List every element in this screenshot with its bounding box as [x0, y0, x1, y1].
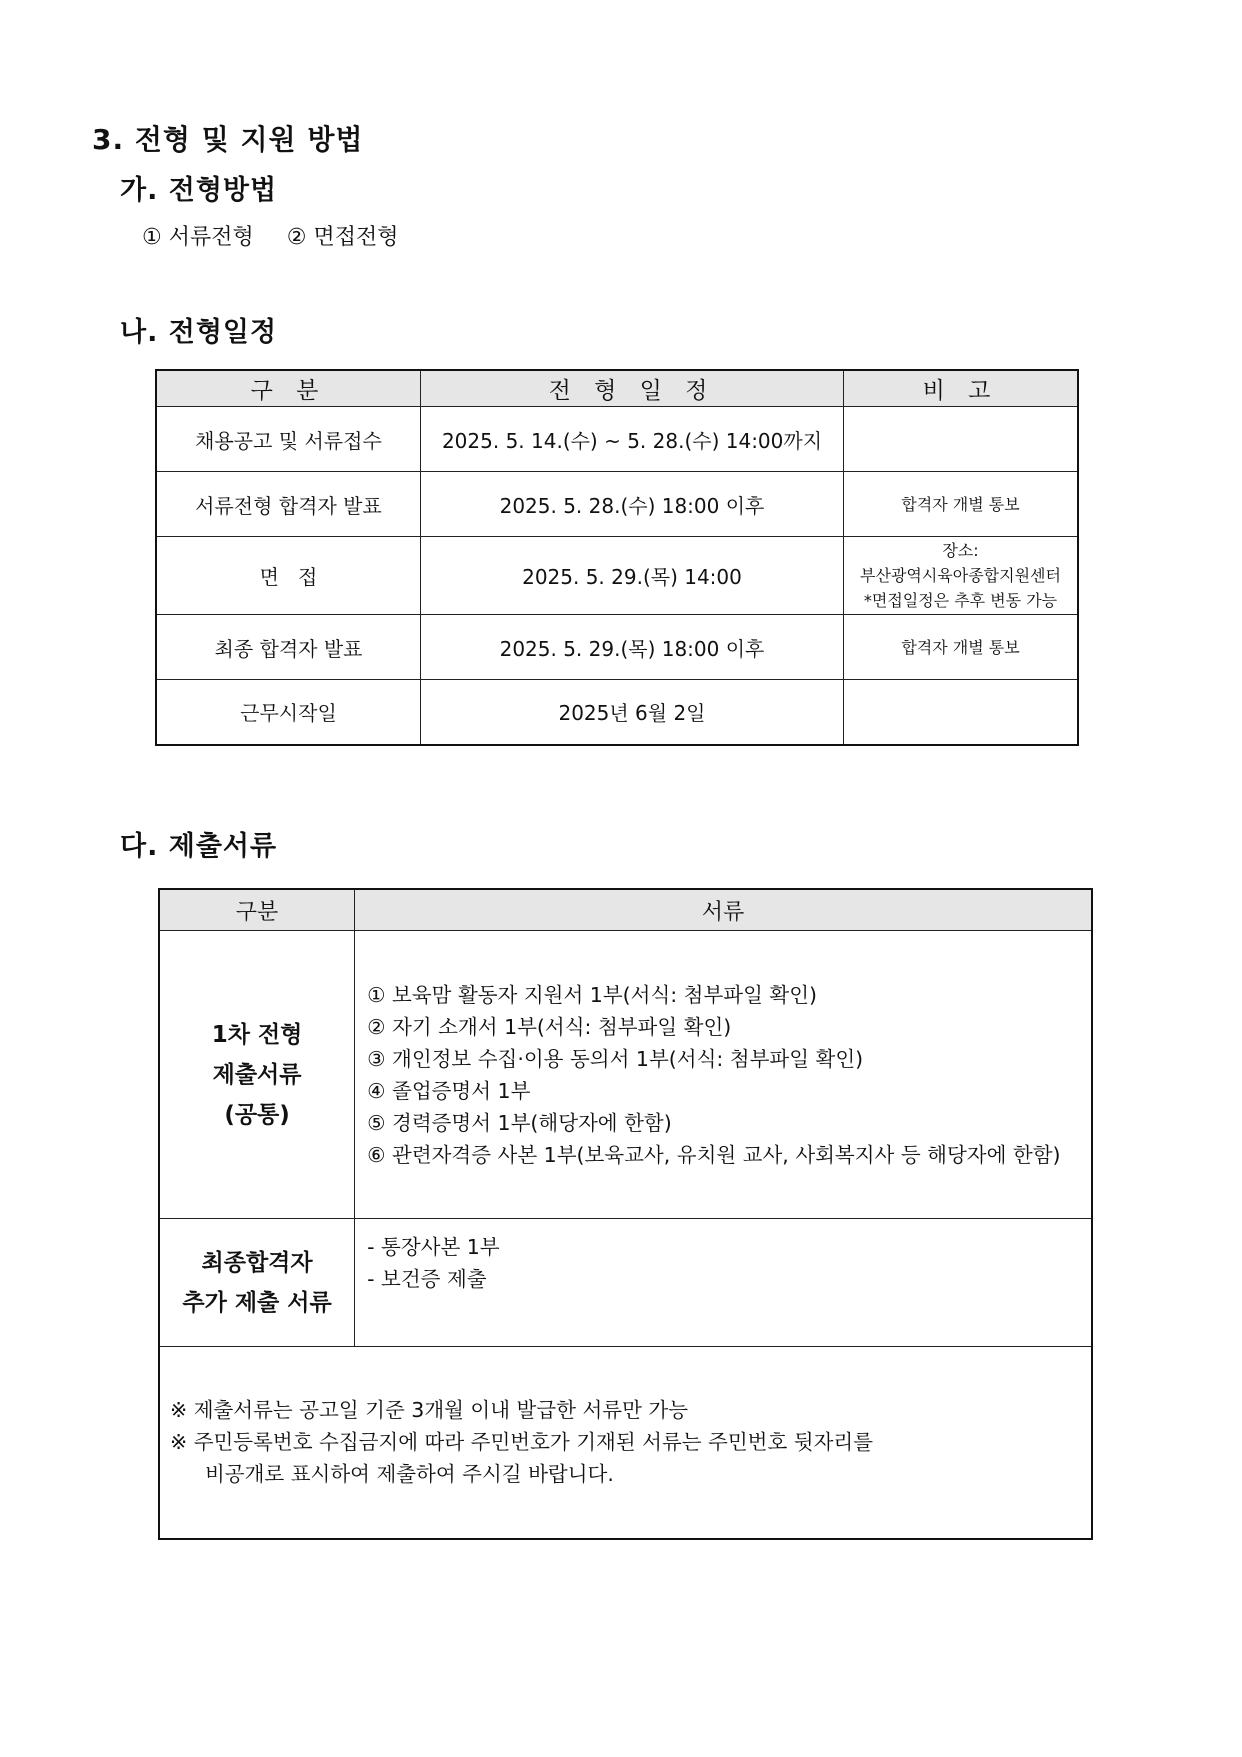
note-cell: 합격자 개별 통보: [844, 472, 1078, 537]
list-item: - 통장사본 1부: [367, 1235, 500, 1259]
list-item: ① 보육맘 활동자 지원서 1부(서식: 첨부파일 확인): [367, 982, 817, 1007]
date-cell: 2025. 5. 29.(목) 14:00: [420, 537, 843, 615]
documents-table: [158, 888, 1093, 1540]
header-cell: 전 형 일 정: [420, 370, 843, 407]
schedule-table: [155, 369, 1079, 746]
note-line: *면접일정은 추후 변동 가능: [863, 591, 1058, 610]
category-cell: [159, 931, 355, 1219]
document-list: [355, 1219, 1092, 1347]
subsection-a-title: 가. 전형방법: [120, 175, 278, 206]
category-cell: 서류전형 합격자 발표: [156, 472, 420, 537]
header-cell: 구 분: [156, 370, 420, 407]
table-row: [159, 1347, 1092, 1539]
note-line: 장소:: [942, 541, 979, 560]
method-item: ① 서류전형: [142, 225, 254, 250]
note-cell: 합격자 개별 통보: [844, 615, 1078, 680]
list-item: ④ 졸업증명서 1부: [367, 1078, 531, 1103]
category-cell: 면 접: [156, 537, 420, 615]
subsection-c-title: 다. 제출서류: [120, 831, 278, 862]
header-cell: 서류: [355, 889, 1092, 931]
table-header-row: [156, 370, 1078, 407]
notes-cell: [159, 1347, 1092, 1539]
category-cell: 근무시작일: [156, 680, 420, 745]
header-cell: 구분: [159, 889, 355, 931]
list-item: ⑥ 관련자격증 사본 1부(보육교사, 유치원 교사, 사회복지사 등 해당자에 한함): [367, 1142, 1061, 1167]
category-cell: [159, 1219, 355, 1347]
list-item: ⑤ 경력증명서 1부(해당자에 한함): [367, 1110, 672, 1135]
note-line: 부산광역시육아종합지원센터: [860, 566, 1061, 585]
header-cell: 비 고: [844, 370, 1078, 407]
table-row: [156, 615, 1078, 680]
category-line: 추가 제출 서류: [182, 1289, 332, 1316]
date-cell: 2025. 5. 29.(목) 18:00 이후: [420, 615, 843, 680]
table-row: [159, 1219, 1092, 1347]
date-cell: 2025. 5. 28.(수) 18:00 이후: [420, 472, 843, 537]
method-list: [142, 220, 424, 251]
date-cell: 2025. 5. 14.(수) ~ 5. 28.(수) 14:00까지: [420, 407, 843, 472]
method-item: ② 면접전형: [286, 225, 399, 250]
category-line: 제출서류: [212, 1061, 302, 1088]
table-header-row: [159, 889, 1092, 931]
list-item: ③ 개인정보 수집·이용 동의서 1부(서식: 첨부파일 확인): [367, 1046, 864, 1071]
category-line: (공통): [224, 1101, 290, 1128]
note-line: 비공개로 표시하여 제출하여 주시길 바랍니다.: [205, 1462, 614, 1487]
subsection-b-title: 나. 전형일정: [120, 317, 278, 348]
list-item: ② 자기 소개서 1부(서식: 첨부파일 확인): [367, 1014, 732, 1039]
table-row: [159, 931, 1092, 1219]
document-list: [355, 931, 1092, 1219]
note-cell: [844, 407, 1078, 472]
section-title: 3. 전형 및 지원 방법: [92, 123, 364, 156]
date-cell: 2025년 6월 2일: [420, 680, 843, 745]
category-line: 최종합격자: [201, 1249, 313, 1276]
table-row: [156, 680, 1078, 745]
note-line: ※ 주민등록번호 수집금지에 따라 주민번호가 기재된 서류는 주민번호 뒷자리를: [170, 1430, 874, 1455]
table-row: [156, 472, 1078, 537]
note-cell: [844, 680, 1078, 745]
category-line: 1차 전형: [211, 1021, 303, 1048]
note-line: ※ 제출서류는 공고일 기준 3개월 이내 발급한 서류만 가능: [170, 1398, 689, 1423]
category-cell: 최종 합격자 발표: [156, 615, 420, 680]
note-cell: [844, 537, 1078, 615]
table-row: [156, 537, 1078, 615]
list-item: - 보건증 제출: [367, 1267, 487, 1291]
category-cell: 채용공고 및 서류접수: [156, 407, 420, 472]
table-row: [156, 407, 1078, 472]
